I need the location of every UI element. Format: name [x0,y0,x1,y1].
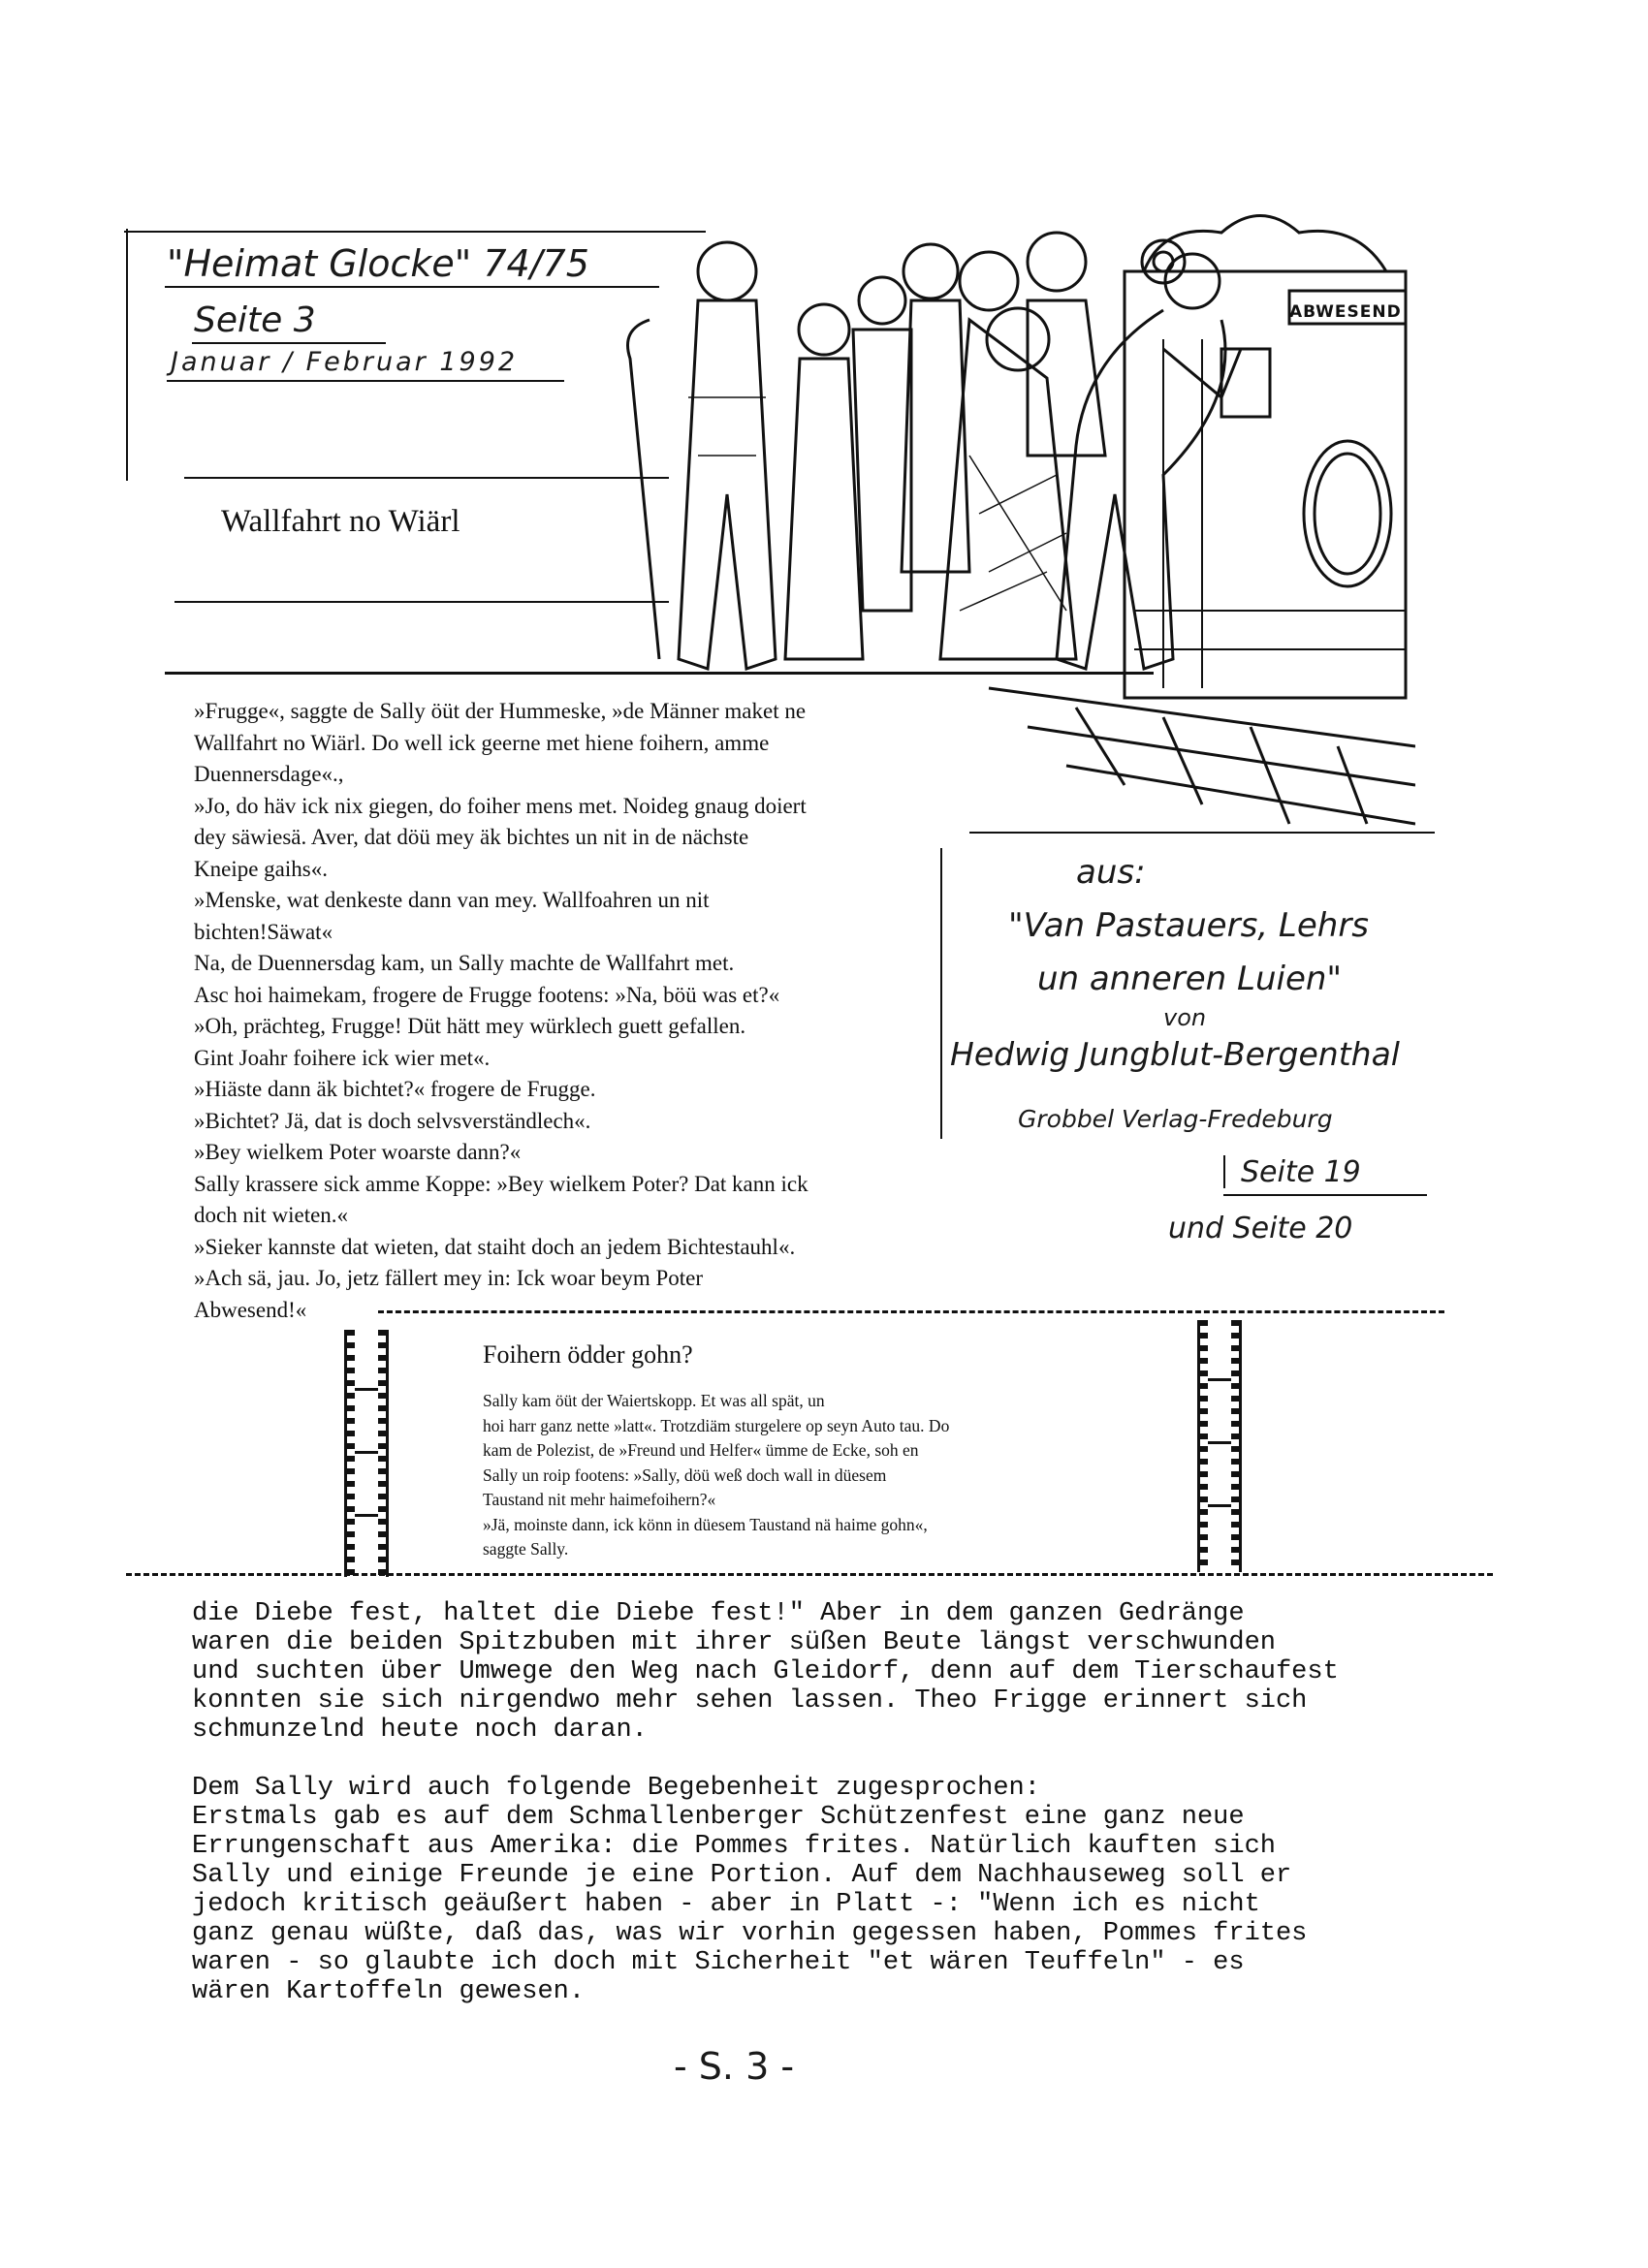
typed-line: jedoch kritisch geäußert haben - aber in Platt -: "Wenn ich es nicht [192,1890,1260,1919]
article-line: »Oh, prächteg, Frugge! Düt hätt mey würklech guett gefallen. [194,1014,746,1038]
box-line: Sally kam öüt der Waiertskopp. Et was all spät, un [483,1391,825,1410]
confessional-sign: ABWESEND [1289,302,1402,322]
source-page-20: und Seite 20 [1168,1212,1353,1245]
box-line: Taustand nit mehr haimefoihern?« [483,1490,716,1509]
header-date-underline [167,380,564,382]
paragraph-gap [192,1745,1339,1774]
box-top-divider [378,1310,1444,1313]
typed-line: und suchten über Umwege den Weg nach Gleidorf, denn auf dem Tierschaufest [192,1657,1339,1686]
source-left-rule [940,848,942,1139]
box-line: »Jä, moinste dann, ick könn in düesem Taustand nä haime gohn«, [483,1514,928,1534]
typed-line: Sally und einige Freunde je eine Portion. Auf dem Nachhauseweg soll er [192,1861,1292,1890]
typed-line: schmunzelnd heute noch daran. [192,1716,648,1745]
article-line: »Menske, wat denkeste dann van mey. Wallfoahren un nit [194,888,710,912]
box-body [483,1389,949,1562]
source-page-19: Seite 19 [1241,1155,1361,1189]
article-line: »Frugge«, saggte de Sally öüt der Hummeske, »de Männer maket ne [194,699,807,723]
source-author: Hedwig Jungblut-Bergenthal [950,1035,1400,1073]
source-publisher: Grobbel Verlag-Fredeburg [1018,1105,1333,1133]
article-line: »Jo, do häv ick nix giegen, do foiher mens met. Noideg gnaug doiert [194,793,807,818]
article-line: »Ach sä, jau. Jo, jetz fällert mey in: Ick woar beym Poter [194,1266,704,1290]
header-page: Seite 3 [194,300,316,340]
article-line: Asc hoi haimekam, frogere de Frugge footens: »Na, böü was et?« [194,982,780,1007]
header-left-rule [126,229,128,481]
title-top-rule [184,477,669,479]
article-line: dey säwiesä. Aver, dat döü mey äk bichtes un nit in de nächste [194,825,749,849]
article-line: »Bey wielkem Poter woarste dann?« [194,1140,522,1164]
title-bottom-rule [174,601,669,603]
box-line: Sally un roip footens: »Sally, döü weß doch wall in düesem [483,1465,887,1485]
article-line: Duennersdage«., [194,762,344,786]
article-line: Abwesend!« [194,1297,307,1322]
page-number: - S. 3 - [674,2045,795,2088]
typed-line: konnten sie sich nirgendwo mehr sehen lassen. Theo Frigge erinnert sich [192,1686,1308,1716]
filmstrip-right [1197,1320,1242,1572]
box-title: Foihern ödder gohn? [483,1340,693,1369]
typed-line: die Diebe fest, haltet die Diebe fest!" Aber in dem ganzen Gedränge [192,1599,1245,1628]
typed-line: waren die beiden Spitzbuben mit ihrer süßen Beute längst verschwunden [192,1628,1276,1657]
source-top-rule [969,832,1435,834]
article-line: Wallfahrt no Wiärl. Do well ick geerne met hiene foihern, amme [194,730,770,755]
article-title: Wallfahrt no Wiärl [221,504,460,539]
header-title-underline [165,286,659,288]
filmstrip-left [344,1330,389,1577]
article-line: Na, de Duennersdag kam, un Sally machte de Wallfahrt met. [194,951,735,975]
source-book-title-1: "Van Pastauers, Lehrs [1008,906,1370,945]
box-line: kam de Polezist, de »Freund und Helfer« ümme de Ecke, soh en [483,1440,919,1460]
typed-line: Dem Sally wird auch folgende Begebenheit zugesprochen: [192,1774,1040,1803]
article-line: doch nit wieten.« [194,1203,349,1227]
header-date: Januar / Februar 1992 [171,347,519,377]
article-line: bichten!Säwat« [194,919,333,944]
typewritten-text [192,1599,1339,2006]
article-line: Gint Joahr foihere ick wier met«. [194,1045,491,1070]
typed-line: wären Kartoffeln gewesen. [192,1977,586,2006]
source-von: von [1163,1004,1207,1031]
article-line: »Hiäste dann äk bichtet?« frogere de Frugge. [194,1077,596,1101]
article-line: »Bichtet? Jä, dat is doch selvsverständlech«. [194,1108,591,1133]
typed-line: ganz genau wüßte, daß das, was wir vorhin gegessen haben, Pommes frites [192,1919,1308,1948]
box-bottom-divider [126,1573,1493,1576]
source-page-underline [1223,1194,1427,1196]
box-line: hoi harr ganz nette »latt«. Trotzdiäm sturgelere op seyn Auto tau. Do [483,1415,950,1435]
source-book-title-2: un anneren Luien" [1037,960,1343,998]
source-aus: aus: [1076,853,1146,892]
article-body [194,696,808,1326]
article-line: »Sieker kannste dat wieten, dat staiht doch an jedem Bichtestauhl«. [194,1234,796,1259]
box-line: saggte Sally. [483,1539,569,1559]
article-line: Kneipe gaihs«. [194,856,328,881]
header-title: "Heimat Glocke" 74/75 [167,242,589,285]
typed-line: Errungenschaft aus Amerika: die Pommes frites. Natürlich kauften sich [192,1832,1276,1861]
article-line: Sally krassere sick amme Koppe: »Bey wielkem Poter? Dat kann ick [194,1171,808,1196]
header-page-underline [192,342,386,344]
header-top-rule [124,231,706,233]
typed-line: waren - so glaubte ich doch mit Sicherheit "et wären Teuffeln" - es [192,1948,1245,1977]
typed-line: Erstmals gab es auf dem Schmallenberger Schützenfest eine ganz neue [192,1803,1245,1832]
source-page-tick [1223,1155,1225,1188]
